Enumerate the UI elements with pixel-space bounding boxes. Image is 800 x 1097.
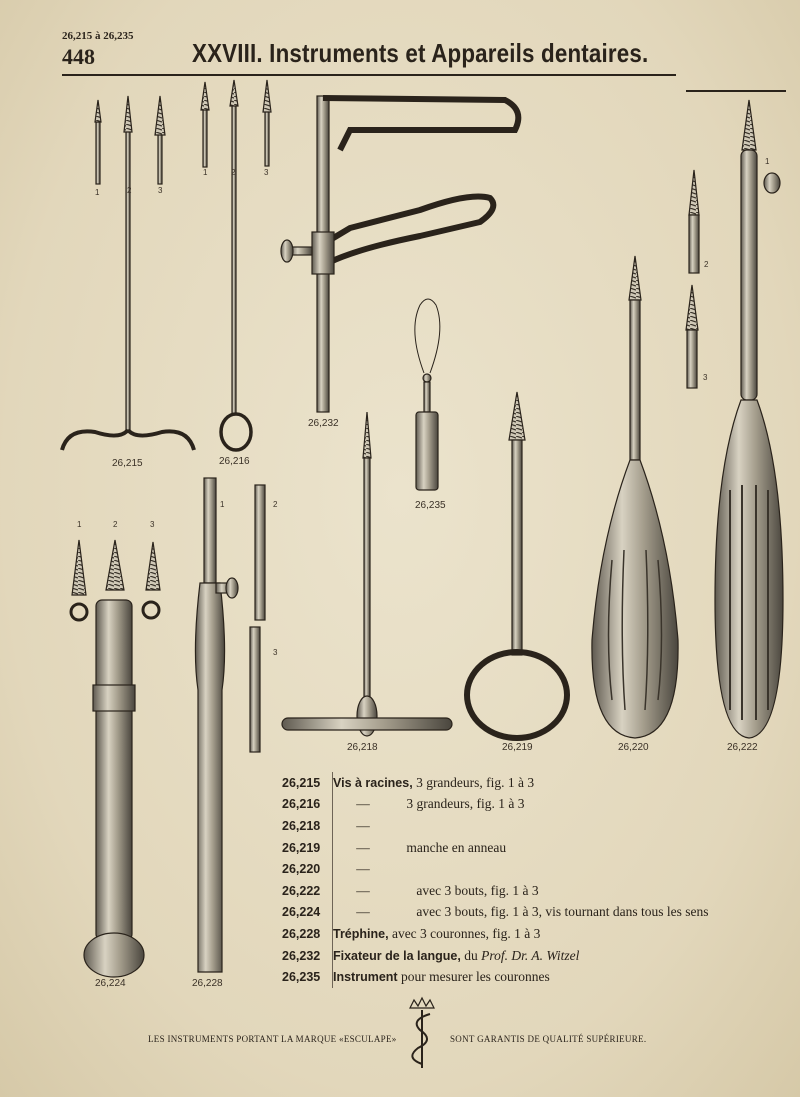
item-description — [333, 880, 709, 902]
item-number: 26,232 — [282, 945, 333, 967]
figure-26222 — [686, 100, 783, 738]
item-row — [282, 815, 708, 837]
fig-label: 2 — [704, 260, 709, 269]
item-row — [282, 902, 708, 924]
page-title: XXVIII. Instruments et Appareils dentaires. — [192, 38, 649, 68]
item-name: Fixateur de la langue, — [333, 948, 461, 963]
item-number: 26,222 — [282, 880, 333, 902]
fig-label: 2 — [113, 520, 118, 529]
item-name: Instrument — [333, 970, 398, 985]
fig-label: 2 — [273, 500, 278, 509]
ditto-dash: — — [356, 882, 370, 898]
item-number: 26,216 — [282, 794, 333, 816]
item-description — [333, 966, 709, 988]
caption-26224: 26,224 — [95, 978, 126, 989]
item-detail: avec 3 bouts, fig. 1 à 3 — [416, 882, 539, 898]
item-description — [333, 858, 709, 880]
item-detail: 3 grandeurs, fig. 1 à 3 — [406, 796, 525, 812]
caption-26219: 26,219 — [502, 742, 533, 753]
figure-26220 — [592, 256, 678, 738]
fig-label: 1 — [765, 157, 770, 166]
caption-26222: 26,222 — [727, 742, 758, 753]
item-number: 26,219 — [282, 837, 333, 859]
caption-26232: 26,232 — [308, 418, 339, 429]
figure-26232 — [281, 96, 518, 412]
item-number: 26,220 — [282, 858, 333, 880]
item-number: 26,224 — [282, 902, 333, 924]
item-row — [282, 772, 708, 794]
fig-label: 3 — [150, 520, 155, 529]
figure-26216 — [201, 80, 271, 450]
caption-26215: 26,215 — [112, 458, 143, 469]
item-description — [333, 945, 709, 967]
ditto-dash: — — [356, 904, 370, 920]
fig-label: 1 — [203, 168, 208, 177]
item-detail: pour mesurer les couronnes — [400, 969, 550, 985]
item-number: 26,228 — [282, 923, 333, 945]
fig-label: 3 — [158, 186, 163, 195]
caption-26216: 26,216 — [219, 456, 250, 467]
fig-label: 3 — [703, 373, 708, 382]
fig-label: 3 — [264, 168, 269, 177]
item-author: Prof. Dr. A. Witzel — [481, 947, 580, 963]
caption-26235: 26,235 — [415, 500, 446, 511]
figure-26215 — [62, 96, 194, 450]
figure-26235 — [415, 299, 440, 490]
caption-26228: 26,228 — [192, 978, 223, 989]
footer-right: SONT GARANTIS DE QUALITÉ SUPÉRIEURE. — [450, 1034, 647, 1044]
item-row — [282, 837, 708, 859]
item-row — [282, 794, 708, 816]
item-row — [282, 966, 708, 988]
item-detail: du — [464, 947, 478, 963]
item-description — [333, 815, 709, 837]
ditto-dash: — — [356, 861, 370, 877]
item-name: Vis à racines, — [333, 775, 413, 790]
item-row — [282, 923, 708, 945]
item-description — [333, 772, 709, 794]
item-name: Tréphine, — [333, 926, 389, 941]
item-number: 26,215 — [282, 772, 333, 794]
caption-26220: 26,220 — [618, 742, 649, 753]
figure-26228 — [195, 478, 265, 972]
item-detail: avec 3 bouts, fig. 1 à 3, vis tournant dans tous les sens — [416, 904, 709, 920]
fig-label: 2 — [127, 186, 132, 195]
ditto-dash: — — [356, 839, 370, 855]
item-range: 26,215 à 26,235 — [62, 30, 134, 42]
item-description — [333, 902, 709, 924]
fig-label: 3 — [273, 648, 278, 657]
item-description — [333, 837, 709, 859]
item-description — [333, 794, 709, 816]
page-number: 448 — [62, 44, 95, 69]
figure-26224 — [71, 540, 160, 977]
figure-26219 — [467, 392, 567, 738]
fig-label: 1 — [77, 520, 82, 529]
fig-label: 1 — [95, 188, 100, 197]
footer-left: LES INSTRUMENTS PORTANT LA MARQUE «ESCULAPE» — [148, 1034, 397, 1044]
fig-label: 1 — [220, 500, 225, 509]
caption-26218: 26,218 — [347, 742, 378, 753]
ditto-dash: — — [356, 796, 370, 812]
item-row — [282, 945, 708, 967]
item-row — [282, 880, 708, 902]
item-row — [282, 858, 708, 880]
item-detail: 3 grandeurs, fig. 1 à 3 — [416, 774, 535, 790]
item-number: 26,218 — [282, 815, 333, 837]
item-description — [333, 923, 709, 945]
ditto-dash: — — [356, 817, 370, 833]
esculape-mark-icon — [410, 998, 434, 1068]
fig-label: 2 — [231, 168, 236, 177]
item-number: 26,235 — [282, 966, 333, 988]
item-list — [282, 772, 708, 988]
item-detail: manche en anneau — [406, 839, 507, 855]
item-detail: avec 3 couronnes, fig. 1 à 3 — [391, 925, 541, 941]
